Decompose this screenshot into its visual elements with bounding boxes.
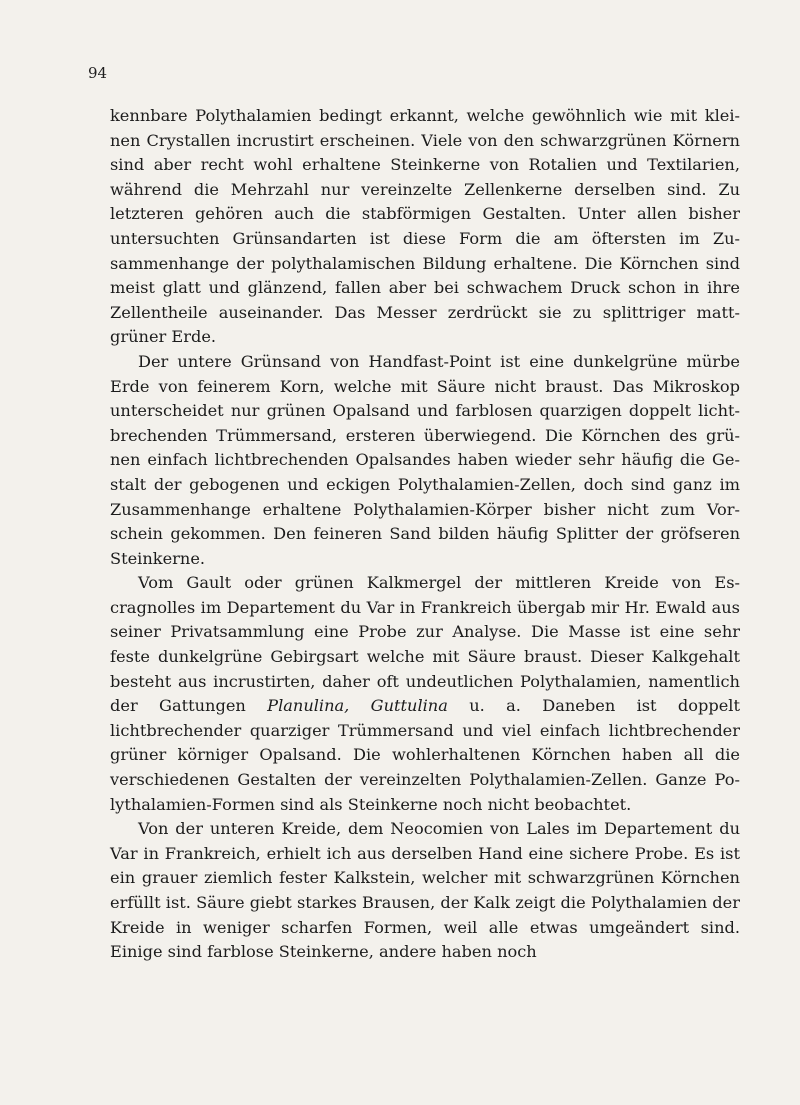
paragraph-4: Von der unteren Kreide, dem Neocomien von Lales im Departement du Var in Frankreich, erhielt ich aus derselben Hand eine sichere Probe. Es ist ein grauer ziemlich fester Kalkstein, welcher mit schwarzgrünen Körnchen erfüllt ist. Säure giebt starkes Brausen, der Kalk zeigt die Polythalamien der Kreide in weniger scharfen Formen, weil alle etwas umgeändert sind. Einige sind farblose Steinkerne, andere haben noch bbox=[110, 819, 740, 962]
paragraph-1: kennbare Polythalamien bedingt erkannt, welche gewöhnlich wie mit kleinen Crystallen incrustirt erscheinen. Viele von den schwarzgrünen Körnern sind aber recht wohl erhaltene Steinkerne von Rotalien und Textilarien, während die Mehrzahl nur vereinzelte Zellenkerne derselben sind. Zu letzteren gehören auch die stabförmigen Gestalten. Unter allen bisher untersuchten Grünsandarten ist diese Form die am öftersten im Zusammenhange der polythalamischen Bildung erhaltene. Die Körnchen sind meist glatt und glänzend, fallen aber bei schwachem Druck schon in ihre Zellentheile auseinander. Das Messer zerdrückt sie zu splittriger mattgrüner Erde. bbox=[110, 106, 740, 347]
genus-names-italic: Planulina, Guttulina bbox=[267, 696, 448, 716]
page-number: 94 bbox=[88, 64, 108, 82]
body-text bbox=[110, 104, 740, 965]
paragraph-3 bbox=[110, 571, 740, 817]
paragraph-3-text-after: u. a. Daneben ist doppelt lichtbrechender quarziger Trümmersand und viel einfach lichtbrechender grüner körniger Opalsand. Die wohlerhaltenen Körnchen haben all die verschiedenen Gestalten der vereinzelten Polythalamien-Zellen. Ganze Polythalamien-Formen sind als Steinkerne noch nicht beobachtet. bbox=[110, 696, 740, 814]
paragraph-3-text-before: Vom Gault oder grünen Kalkmergel der mittleren Kreide von Escragnolles im Departement du Var in Frankreich übergab mir Hr. Ewald aus seiner Privatsammlung eine Probe zur Analyse. Die Masse ist eine sehr feste dunkelgrüne Gebirgsart welche mit Säure braust. Dieser Kalkgehalt besteht aus incrustirten, daher oft undeutlichen Polythalamien, namentlich der Gattungen bbox=[110, 573, 740, 716]
paragraph-2: Der untere Grünsand von Handfast-Point ist eine dunkelgrüne mürbe Erde von feinerem Korn, welche mit Säure nicht braust. Das Mikroskop unterscheidet nur grünen Opalsand und farblosen quarzigen doppelt lichtbrechenden Trümmersand, ersteren überwiegend. Die Körnchen des grünen einfach lichtbrechenden Opalsandes haben wieder sehr häufig die Gestalt der gebogenen und eckigen Polythalamien-Zellen, doch sind ganz im Zusammenhange erhaltene Polythalamien-Körper bisher nicht zum Vorschein gekommen. Den feineren Sand bilden häufig Splitter der gröfseren Steinkerne. bbox=[110, 351, 740, 568]
